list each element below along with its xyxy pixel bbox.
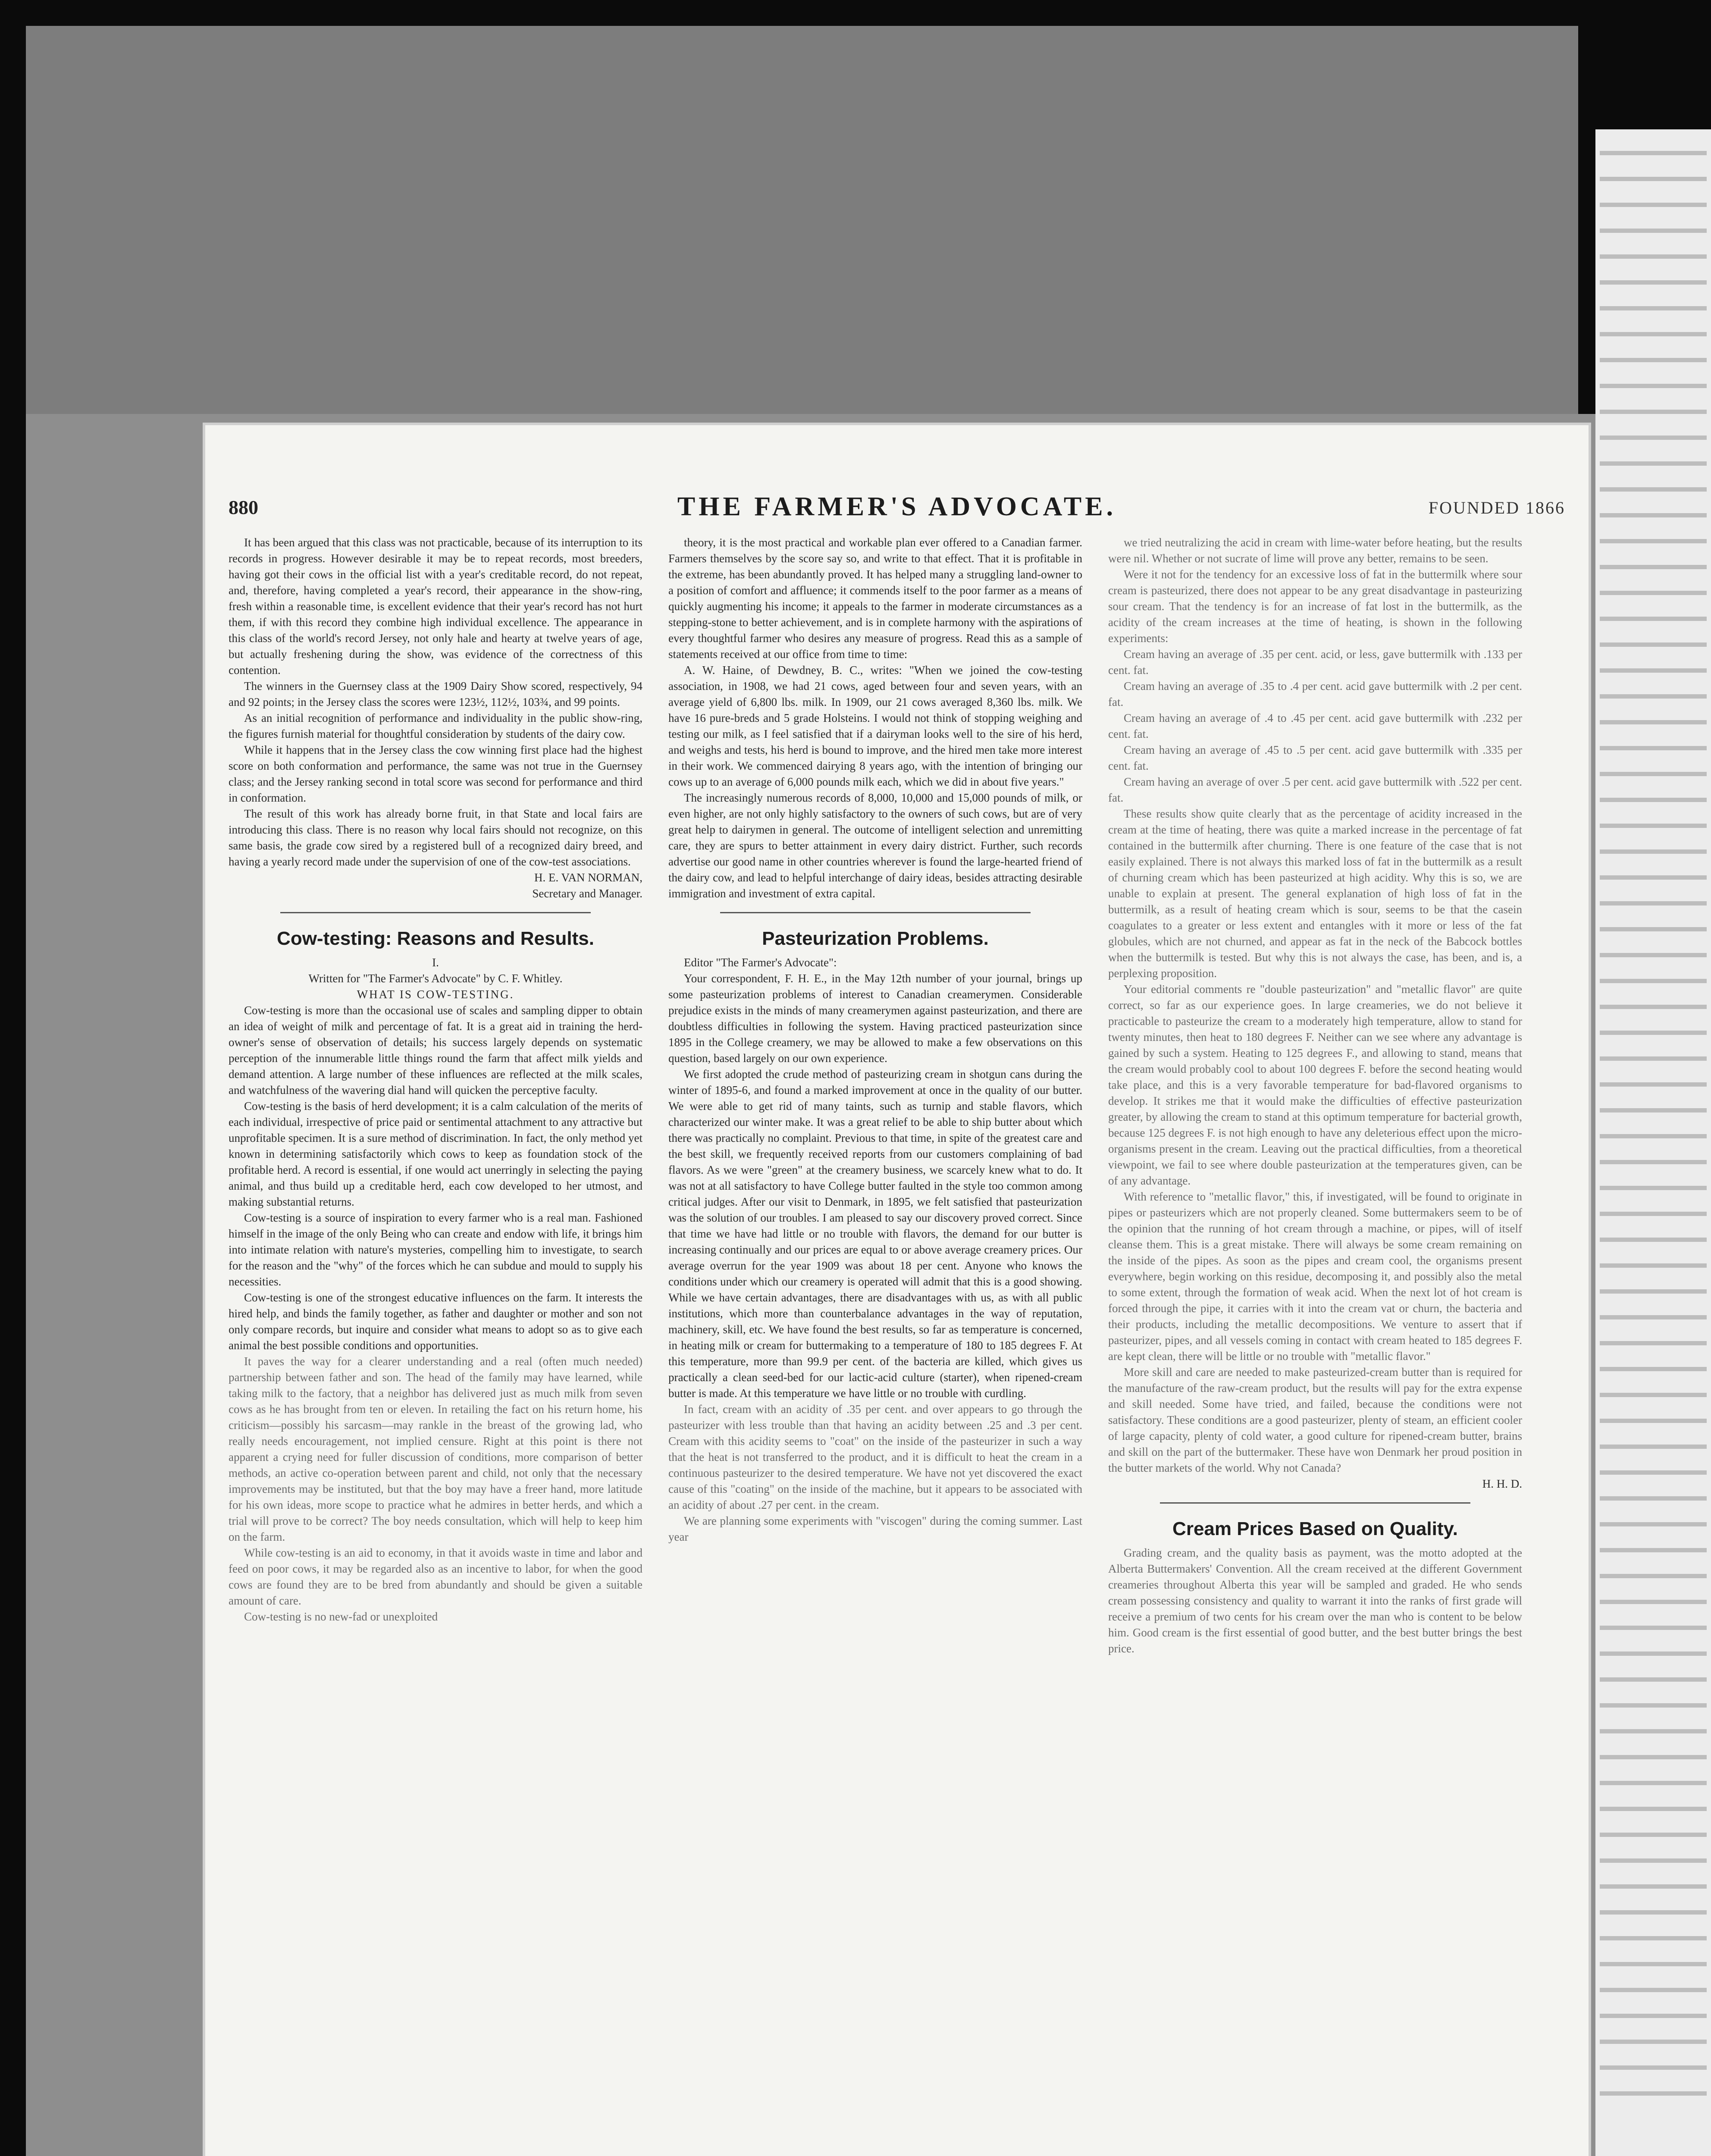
signature-title: Secretary and Manager.: [532, 887, 642, 900]
paragraph: While cow-testing is an aid to economy, in that it avoids waste in time and labor and feed on poor cows, it may be regarded also as an incentive to labor, for when the good cows are found they are to be bred from abundantly and should be given a suitable amount of care.: [229, 1546, 642, 1607]
film-upper-band: [26, 26, 1578, 414]
paragraph: Cream having an average of .4 to .45 per cent. acid gave buttermilk with .232 per cent. fat.: [1108, 711, 1522, 740]
paragraph: Your correspondent, F. H. E., in the May 12th number of your journal, brings up some pasteurization problems of interest to Canadian creamerymen. Considerable prejudice exists in the minds of many creamerymen against pasteurization, and there are doubtless difficulties in following the system. Having practiced pasteurization since 1895 in the College creamery, we may be allowed to make a few observations on this question, based largely on our own experience.: [668, 972, 1082, 1065]
signature: H. E. VAN NORMAN,: [534, 871, 642, 884]
adjacent-page-edge: [1595, 129, 1711, 2156]
paragraph: The result of this work has already borne fruit, in that State and local fairs are introducing this class. There is no reason why local fairs should not recognize, on this same basis, the grade cow sired by a registered bull of a recognized dairy breed, and having a yearly record made under the supervision of one of the cow-test associations.: [229, 807, 642, 868]
divider: [280, 912, 591, 913]
paragraph: In fact, cream with an acidity of .35 per cent. and over appears to go through the pasteurizer with less trouble than that having an acidity between .25 and .3 per cent. Cream with this acidity seems to "coat" on the inside of the pasteurizer in such a way that the heat is not transferred to the product, and it is difficult to heat the cream in a continuous pasteurizer to the desired temperature. We have not yet discovered the exact cause of this "coating" on the inside of the machine, but it appears to be associated with an acidity of about .27 per cent. in the cream.: [668, 1403, 1082, 1511]
founded-line: FOUNDED 1866: [1428, 498, 1565, 517]
paragraph: It has been argued that this class was not practicable, because of its interruption to its records in progress. However desirable it may be to repeat records, most breeders, having got their cows in the official list with a year's creditable record, do not repeat, and, therefore, having completed a year's record, their appearance in the show-ring, fresh within a reasonable time, is excellent evidence that their year's record has not hurt them, if with this record they combine high individual excellence. The appearance in this class of the world's record Jersey, not only hale and hearty at twelve years of age, but actually freshening during the show, was evidence of the correctness of this contention.: [229, 536, 642, 677]
article-title-pasteurization: Pasteurization Problems.: [762, 928, 989, 949]
divider: [1160, 1502, 1470, 1504]
subhead: WHAT IS COW-TESTING.: [357, 988, 514, 1001]
paragraph: Cow-testing is more than the occasional use of scales and sampling dipper to obtain an idea of weight of milk and percentage of fat. It is a great aid in training the herd-owner's sense of observation of details; his success largely depends on systematic perception of the innumerable little things round the farm that affect milk yields and demand attention. A large number of these influences are reflected at the milk scales, and watchfulness of the wavering dial hand will quicken the perceptive faculty.: [229, 1004, 642, 1097]
signature: H. H. D.: [1482, 1477, 1522, 1490]
editor-line: Editor "The Farmer's Advocate":: [684, 956, 837, 969]
paragraph: The winners in the Guernsey class at the 1909 Dairy Show scored, respectively, 94 and 92 points; in the Jersey class the scores were 123½, 112½, 103¾, and 99 points.: [229, 680, 642, 708]
masthead-title: THE FARMER'S ADVOCATE.: [677, 492, 1117, 521]
byline: Written for "The Farmer's Advocate" by C. F. Whitley.: [308, 972, 563, 985]
column-2: [668, 535, 1082, 2156]
paragraph: The increasingly numerous records of 8,000, 10,000 and 15,000 pounds of milk, or even higher, are not only highly satisfactory to the owners of such cows, but are of very great help to dairymen in general. The outcome of intelligent selection and unremitting care, they are spurs to better attainment in every dairy district. Further, such records advertise our good name in other countries wherever is found the large-hearted friend of the dairy cow, and lead to helpful interchange of dairy ideas, besides attracting desirable immigration and investment of extra capital.: [668, 791, 1082, 900]
paragraph: Cream having an average of .35 to .4 per cent. acid gave buttermilk with .2 per cent. fat.: [1108, 680, 1522, 708]
paragraph: Cow-testing is the basis of herd development; it is a calm calculation of the merits of each individual, irrespective of price paid or sentimental attachment to any attractive but unprofitable specimen. It is a sure method of discrimination. In fact, the only method yet known in determining satisfactorily which cows to keep as foundation stock of the profitable herd. A record is essential, if one would act unerringly in selecting the paying animal, and thus build up a creditable herd, each cow developed to her utmost, and making substantial returns.: [229, 1100, 642, 1208]
paragraph: Cow-testing is one of the strongest educative influences on the farm. It interests the hired help, and binds the family together, as father and daughter or mother and son not only compare records, but inquire and consider what means to adopt so as to give each animal the best possible conditions and opportunities.: [229, 1291, 642, 1352]
paragraph: It paves the way for a clearer understanding and a real (often much needed) partnership between father and son. The head of the family may have learned, while taking milk to the factory, that a neighbor has delivered just as much milk from seven cows as he has brought from ten or eleven. In retailing the fact on his return home, his criticism—possibly his sarcasm—may rankle in the breast of the growing lad, who really needs encouragement, not implied censure. Right at this point is there not apparent a crying need for fuller discussion of conditions, more comparison of better methods, an active co-operation between parent and child, not only that the necessary improvements may be instituted, but that the boy may have a freer hand, more latitude for his own ideas, more scope to practice what he admires in better herds, and which a trial will prove to be correct? The boy needs consultation, which will help to keep him on the farm.: [229, 1355, 642, 1543]
newspaper-page: [203, 423, 1591, 2156]
paragraph: Cream having an average of .35 per cent. acid, or less, gave buttermilk with .133 per cent. fat.: [1108, 648, 1522, 677]
paragraph: we tried neutralizing the acid in cream with lime-water before heating, but the results were nil. Whether or not sucrate of lime will prove any better, remains to be seen.: [1108, 536, 1522, 565]
paragraph: A. W. Haine, of Dewdney, B. C., writes: "When we joined the cow-testing association, in 1908, we had 21 cows, aged between four and seven years, with an average yield of 6,800 lbs. milk. In 1909, our 21 cows averaged 8,360 lbs. milk. We have 16 pure-breds and 5 grade Holsteins. I would not think of stopping weighing and testing our milk, as I feel satisfied that if a dairyman looks well to the sire of his herd, and weighs and tests, his herd is bound to improve, and the hired men take more interest in their work. We commenced dairying 8 years ago, with the intention of bringing our cows up to an average of 6,000 pounds milk each, which we did in about five years.": [668, 664, 1082, 788]
paragraph: Cream having an average of over .5 per cent. acid gave buttermilk with .522 per cent. fat.: [1108, 775, 1522, 804]
paragraph: As an initial recognition of performance and individuality in the public show-ring, the figures furnish material for thoughtful consideration by students of the dairy cow.: [229, 711, 642, 740]
paragraph: Grading cream, and the quality basis as payment, was the motto adopted at the Alberta Buttermakers' Convention. All the cream received at the different Government creameries throughout Alberta this year will be sampled and graded. He who sends cream possessing consistency and quality to warrant it into the ranks of first grade will receive a premium of two cents for his cream over the man who is content to be below him. Good cream is the first essential of good butter, and the best butter brings the best price.: [1108, 1546, 1522, 1655]
column-1: [229, 535, 642, 2156]
paragraph: Your editorial comments re "double pasteurization" and "metallic flavor" are quite correct, so far as our experience goes. In large creameries, we do not believe it practicable to pasteurize the cream to a moderately high temperature, allow to stand for twenty minutes, then heat to 180 degrees F. Neither can we see where any advantage is gained by such a system. Heating to 125 degrees F., and allowing to stand, means that the cream would probably cool to about 100 degrees F. before the second heating would take place, and this is a very favorable temperature for bad-flavored organisms to develop. It strikes me that it would make the difficulties of effective pasteurization greater, by allowing the cream to stand at this optimum temperature for bacterial growth, because 125 degrees F. is not high enough to have any deleterious effect upon the micro-organisms present in the cream. Leaving out the practical difficulties, from a theoretical viewpoint, we fail to see where double pasteurization at the temperatures given, can be of any advantage.: [1108, 983, 1522, 1187]
paragraph: These results show quite clearly that as the percentage of acidity increased in the cream at the time of heating, there was quite a marked increase in the percentage of fat contained in the buttermilk after churning. There is one feature of the case that is not easily explained. There is not always this marked loss of fat in the buttermilk as a result of churning cream which has been pasteurized at high acidity. Why this is so, we are unable to explain at present. The general explanation of high loss of fat in the buttermilk, as a result of heating cream which is sour, seems to be that the casein coagulates to a greater or less extent and entangles with it more or less of the fat globules, which are not churned, and appear as fat in the neck of the Babcock bottles when the buttermilk is tested. But why this is not always the case, has been, and is, a perplexing proposition.: [1108, 807, 1522, 980]
paragraph: While it happens that in the Jersey class the cow winning first place had the highest score on both conformation and performance, the same was not true in the Guernsey class; and the Jersey ranking second in total score was second for performance and third in conformation.: [229, 743, 642, 804]
paragraph: Were it not for the tendency for an excessive loss of fat in the buttermilk where sour cream is pasteurized, there does not appear to be any great disadvantage in pasteurizing sour cream. That the tendency is for an increase of fat lost in the buttermilk, as the acidity of the cream increases at the time of heating, is shown in the following experiments:: [1108, 568, 1522, 645]
page-header: [229, 492, 1565, 530]
paragraph: With reference to "metallic flavor," this, if investigated, will be found to originate in pipes or pasteurizers which are not properly cleaned. Some buttermakers seem to be of the opinion that the running of hot cream through a machine, or pipes, will of itself cleanse them. This is a great mistake. There will always be some cream remaining on the inside of the pipes. As soon as the pipes and cream cool, the organisms present everywhere, begin working on this residue, decomposing it, and possibly also the metal to some extent, through the formation of weak acid. When the next lot of hot cream is forced through the pipe, it carries with it into the cream vat or churn, the bacteria and their products, including the metallic decompositions. We venture to assert that if pasteurizer, pipes, and all vessels coming in contact with cream heated to 185 degrees F. are kept clean, there will be little or no trouble with "metallic flavor.": [1108, 1190, 1522, 1363]
paragraph: Cream having an average of .45 to .5 per cent. acid gave buttermilk with .335 per cent. fat.: [1108, 743, 1522, 772]
paragraph: Cow-testing is a source of inspiration to every farmer who is a real man. Fashioned himself in the image of the only Being who can create and endow with life, it brings him into intimate relation with nature's mysteries, compelling him to investigate, to search for the reason and the "why" of the forces which he can subdue and mould to supply his necessities.: [229, 1211, 642, 1288]
divider: [720, 912, 1031, 913]
article-title-cow-testing: Cow-testing: Reasons and Results.: [277, 928, 594, 949]
article-number: I.: [432, 956, 439, 969]
paragraph: More skill and care are needed to make pasteurized-cream butter than is required for the manufacture of the raw-cream product, but the results will pay for the extra expense and skill needed. Some have tried, and failed, because the conditions were not satisfactory. These conditions are a good pasteurizer, plenty of steam, an efficient cooler of large capacity, plenty of cold water, a good culture for ripened-cream butter, brains and skill on the part of the buttermaker. These have won Denmark her proud position in the butter markets of the world. Why not Canada?: [1108, 1366, 1522, 1474]
page-number: 880: [229, 496, 258, 518]
paragraph: theory, it is the most practical and workable plan ever offered to a Canadian farmer. Farmers themselves by the score say so, and write to that effect. That it is profitable in the extreme, has been abundantly proved. It has helped many a struggling land-owner to a position of comfort and affluence; it commends itself to the poor farmer as a means of quickly augmenting his income; it appeals to the farmer in moderate circumstances as a stepping-stone to better achievement, and is in complete harmony with the aspirations of every thoughtful farmer who desires any measure of progress. Read this as a sample of statements received at our office from time to time:: [668, 536, 1082, 661]
paragraph: We first adopted the crude method of pasteurizing cream in shotgun cans during the winter of 1895-6, and found a marked improvement at once in the quality of our butter. We were able to get rid of many taints, such as turnip and stable flavors, which characterized our winter make. It was a great relief to be able to ship butter about which there was practically no complaint. Previous to that time, in spite of the greatest care and the best skill, we frequently received reports from our customers complaining of bad flavors. As we were "green" at the creamery business, we scarcely knew what to do. It was not at all satisfactory to have College butter faulted in the style too common among critical judges. After our visit to Denmark, in 1895, we felt satisfied that pasteurization was the solution of our troubles. I am pleased to say our discovery proved correct. Since that time we have had little or no trouble with flavors, the demand for our butter is increasing continually and our prices are equal to or above average creamery prices. Our average overrun for the year 1909 was about 18 per cent. Anyone who knows the conditions under which our creamery is operated will admit that this is a good showing. While we have certain advantages, there are disadvantages with us, as with all public institutions, which more than counterbalance advantages in the way of reputation, machinery, skill, etc. We have found the best results, so far as temperature is concerned, in heating milk or cream for buttermaking to a temperature of 180 to 185 degrees F. At this temperature, more than 99.9 per cent. of the bacteria are killed, which gives us practically a clean seed-bed for our lactic-acid culture (starter), when ripened-cream butter is made. At this temperature we have little or no trouble with curdling.: [668, 1068, 1082, 1400]
column-3: [1108, 535, 1522, 2156]
paragraph: Cow-testing is no new-fad or unexploited: [244, 1610, 438, 1623]
paragraph: We are planning some experiments with "viscogen" during the coming summer. Last year: [668, 1514, 1082, 1543]
article-title-cream-prices: Cream Prices Based on Quality.: [1172, 1518, 1458, 1539]
